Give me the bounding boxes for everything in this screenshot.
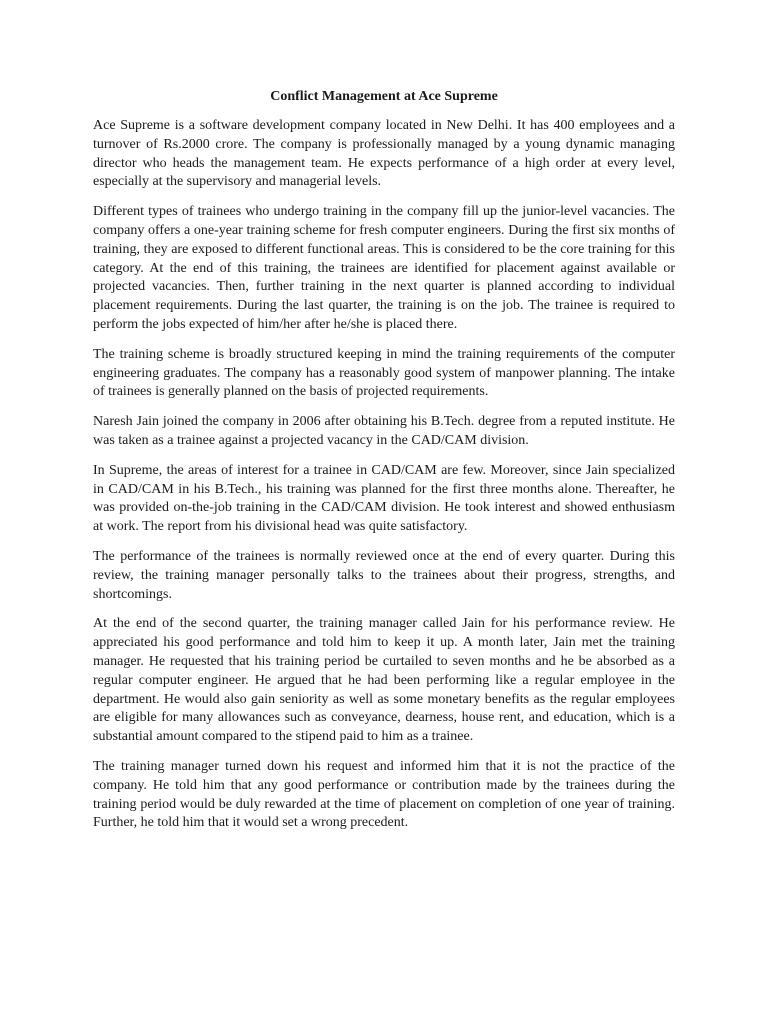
- paragraph-8: The training manager turned down his request and informed him that it is not the practice of the company. He told him that any good performance or contribution made by the trainees during the training period would be duly rewarded at the time of placement on completion of one year of training. Further, he told him that it would set a wrong precedent.: [93, 758, 675, 831]
- document-page: [93, 88, 675, 844]
- paragraph-2: Different types of trainees who undergo training in the company fill up the junior-level vacancies. The company offers a one-year training scheme for fresh computer engineers. During the first six months of training, they are exposed to different functional areas. This is considered to be the core training for this category. At the end of this training, the trainees are identified for placement against available or projected vacancies. Then, further training in the next quarter is planned according to individual placement requirements. During the last quarter, the training is on the job. The trainee is required to perform the jobs expected of him/her after he/she is placed there.: [93, 204, 675, 332]
- paragraph-4: Naresh Jain joined the company in 2006 after obtaining his B.Tech. degree from a reputed institute. He was taken as a trainee against a projected vacancy in the CAD/CAM division.: [93, 414, 675, 448]
- document-title: Conflict Management at Ace Supreme: [270, 89, 498, 104]
- paragraph-1: Ace Supreme is a software development company located in New Delhi. It has 400 employees and a turnover of Rs.2000 crore. The company is professionally managed by a young dynamic managing director who heads the management team. He expects performance of a high order at every level, especially at the supervisory and managerial levels.: [93, 118, 675, 190]
- paragraph-5: In Supreme, the areas of interest for a trainee in CAD/CAM are few. Moreover, since Jain specialized in CAD/CAM in his B.Tech., his training was planned for the first three months alone. Thereafter, he was provided on-the-job training in the CAD/CAM division. He took interest and showed enthusiasm at work. The report from his divisional head was quite satisfactory.: [93, 462, 675, 535]
- paragraph-7: At the end of the second quarter, the training manager called Jain for his performance review. He appreciated his good performance and told him to keep it up. A month later, Jain met the training manager. He requested that his training period be curtailed to seven months and he be absorbed as a regular computer engineer. He argued that he had been performing like a regular employee in the department. He would also gain seniority as well as some monetary benefits as the regular employees are eligible for many allowances such as conveyance, dearness, house rent, and education, which is a substantial amount compared to the stipend paid to him as a trainee.: [93, 616, 675, 745]
- paragraph-3: The training scheme is broadly structured keeping in mind the training requirements of the computer engineering graduates. The company has a reasonably good system of manpower planning. The intake of trainees is generally planned on the basis of projected requirements.: [93, 346, 675, 400]
- paragraph-6: The performance of the trainees is normally reviewed once at the end of every quarter. During this review, the training manager personally talks to the trainees about their progress, strengths, and shortcomings.: [93, 548, 675, 602]
